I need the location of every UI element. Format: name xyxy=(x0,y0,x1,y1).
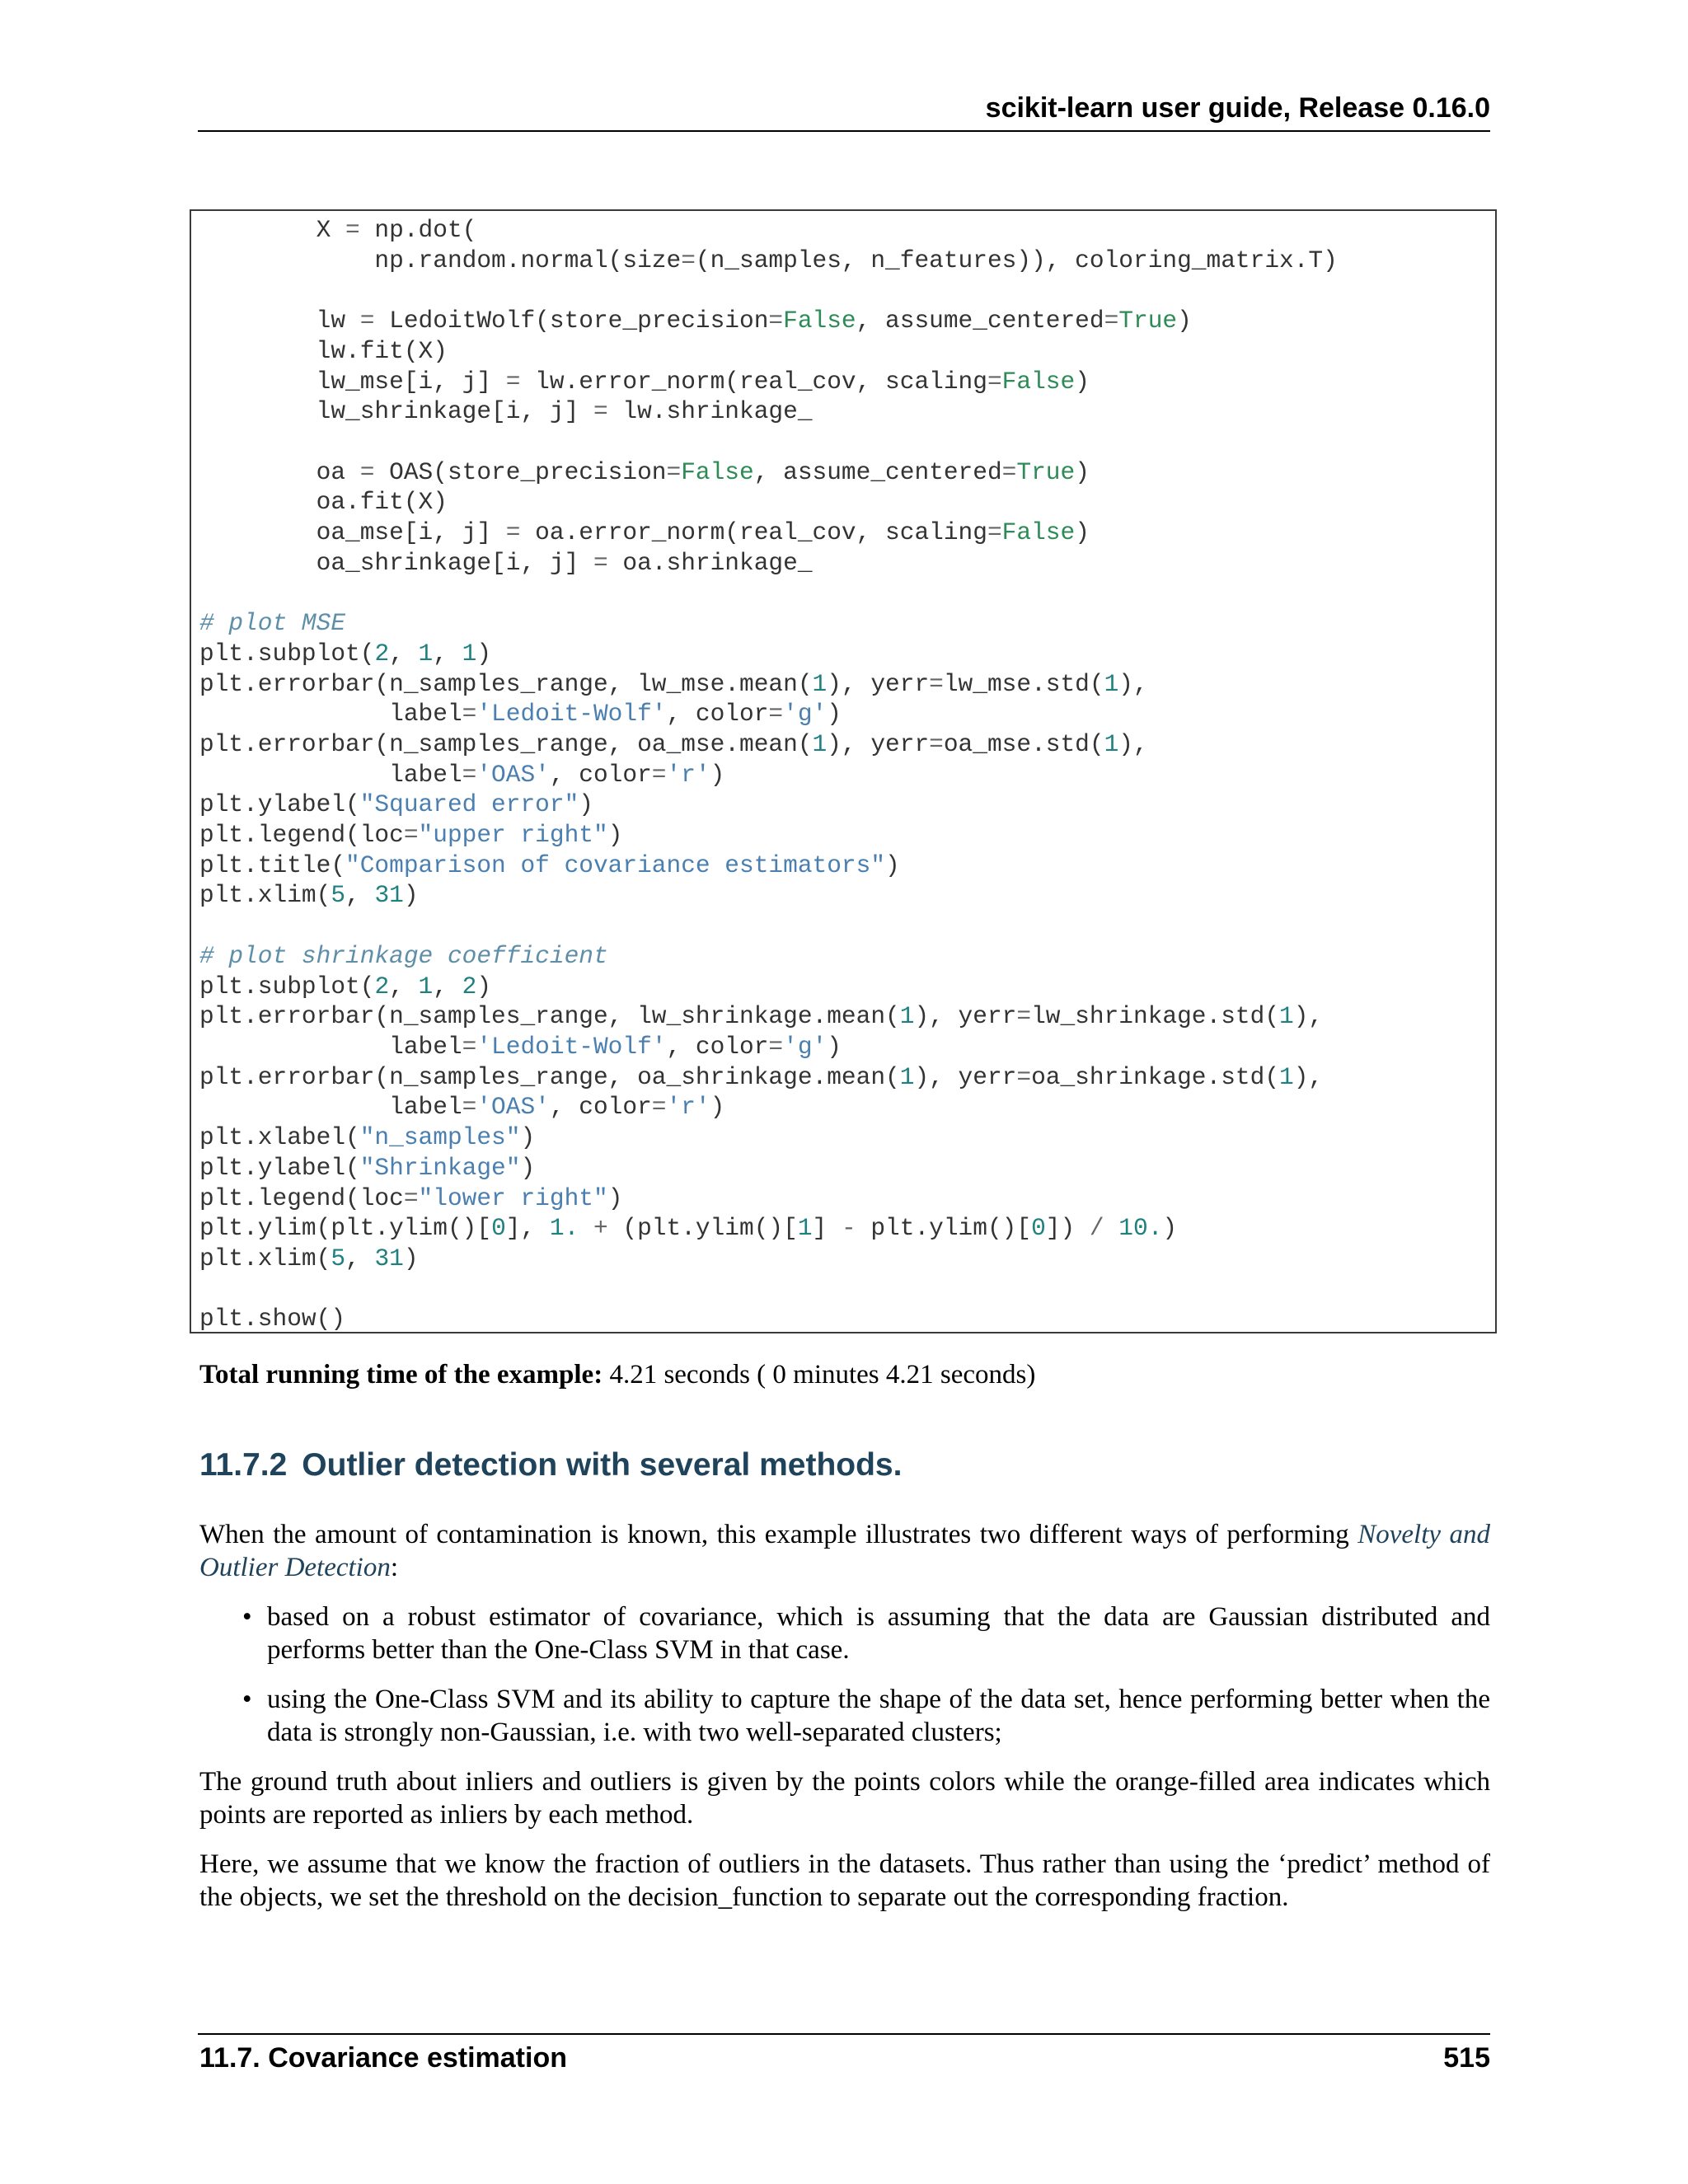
code-token: 1 xyxy=(812,669,828,698)
code-line xyxy=(199,790,593,818)
code-token: = xyxy=(462,1032,477,1061)
code-token: ) xyxy=(607,821,623,850)
code-line xyxy=(199,942,608,970)
code-line xyxy=(199,1214,1177,1242)
code-line xyxy=(199,246,1338,274)
code-token: ), yerr xyxy=(914,1062,1017,1091)
code-token: , xyxy=(433,639,462,668)
code-token: 1 xyxy=(812,729,828,758)
section-heading xyxy=(199,1447,902,1483)
code-token: ] xyxy=(812,1214,842,1243)
code-token: ) xyxy=(1075,457,1090,486)
code-line xyxy=(199,1154,535,1182)
code-token: = xyxy=(462,760,477,789)
code-token: , color xyxy=(549,760,652,789)
code-token: 'g' xyxy=(783,1032,828,1061)
code-token: = xyxy=(593,548,608,577)
code-token: label xyxy=(199,760,462,789)
running-header: scikit-learn user guide, Release 0.16.0 xyxy=(985,92,1490,124)
code-token: , assume_centered xyxy=(856,307,1104,335)
code-line xyxy=(199,397,813,425)
code-token: 'r' xyxy=(666,1093,710,1122)
code-token: 1 xyxy=(899,1002,915,1031)
code-token: , xyxy=(433,972,462,1001)
code-token: ), xyxy=(1293,1062,1324,1091)
code-token: plt.errorbar(n_samples_range, oa_mse.mean( xyxy=(199,729,813,758)
code-token: 1 xyxy=(797,1214,813,1243)
code-token: 'Ledoit-Wolf' xyxy=(476,700,667,729)
code-token: = xyxy=(593,397,608,426)
code-line xyxy=(199,1305,345,1333)
code-token: plt.errorbar(n_samples_range, lw_shrinkage.mean( xyxy=(199,1002,900,1031)
code-token: lw_shrinkage.std( xyxy=(1031,1002,1280,1031)
header-rule xyxy=(198,130,1490,132)
code-token: , color xyxy=(549,1093,652,1122)
code-token: ), yerr xyxy=(827,729,930,758)
code-token: 1 xyxy=(1104,729,1119,758)
code-token: LedoitWolf(store_precision xyxy=(374,307,769,335)
code-token: label xyxy=(199,1093,462,1122)
code-token: ) xyxy=(1075,367,1090,396)
intro-text: When the amount of contamination is known, this example illustrates two different ways of performing xyxy=(199,1520,1358,1549)
code-token: = xyxy=(987,518,1002,547)
code-token: = xyxy=(681,246,696,274)
code-token: = xyxy=(505,367,521,396)
code-token: ) xyxy=(520,1123,536,1152)
code-token: "upper right" xyxy=(418,821,608,850)
code-line xyxy=(199,307,1192,335)
code-token: ]) xyxy=(1045,1214,1090,1243)
code-line xyxy=(199,337,448,365)
code-token: lw_mse[i, j] xyxy=(199,367,506,396)
code-token: = xyxy=(403,1183,419,1212)
code-token: 0 xyxy=(1031,1214,1046,1243)
code-token: = xyxy=(359,307,375,335)
code-token: plt.xlabel( xyxy=(199,1123,360,1152)
code-token: np.dot( xyxy=(359,216,477,244)
code-token: "n_samples" xyxy=(359,1123,521,1152)
code-token: plt.ylabel( xyxy=(199,1153,360,1182)
section-title: Outlier detection with several methods. xyxy=(302,1447,903,1483)
code-token: 10. xyxy=(1118,1214,1163,1243)
list-item-text: using the One-Class SVM and its ability to capture the shape of the data set, hence performing better when the data is strongly non-Gaussian, i.e. with two well-separated clusters; xyxy=(267,1685,1490,1747)
code-token: 'r' xyxy=(666,760,710,789)
code-line xyxy=(199,368,1090,396)
code-token: plt.ylabel( xyxy=(199,790,360,819)
code-token: 0 xyxy=(491,1214,506,1243)
code-line xyxy=(199,1033,842,1061)
code-token: 2 xyxy=(374,639,390,668)
code-token: "lower right" xyxy=(418,1183,608,1212)
running-time xyxy=(199,1360,1035,1390)
running-time-value: 4.21 seconds ( 0 minutes 4.21 seconds) xyxy=(603,1360,1036,1390)
code-token: 1 xyxy=(418,639,434,668)
code-token: = xyxy=(345,216,360,244)
code-line xyxy=(199,851,900,879)
code-token: # plot MSE xyxy=(199,609,346,638)
code-token: = xyxy=(403,821,419,850)
code-token: plt.legend(loc xyxy=(199,821,404,850)
code-token: plt.subplot( xyxy=(199,972,375,1001)
code-token: "Comparison of covariance estimators" xyxy=(345,851,886,879)
code-token: plt.show() xyxy=(199,1305,346,1333)
code-token: "Shrinkage" xyxy=(359,1153,521,1182)
code-token: X xyxy=(199,216,346,244)
code-token: ) xyxy=(1075,518,1090,547)
code-token: + xyxy=(593,1214,608,1243)
code-line xyxy=(199,640,491,668)
code-line xyxy=(199,488,448,516)
code-token: ), xyxy=(1118,669,1148,698)
code-token: True xyxy=(1118,307,1178,335)
code-token: False xyxy=(1001,367,1076,396)
bullet-icon: • xyxy=(242,1685,252,1714)
page-number: 515 xyxy=(1443,2042,1490,2074)
code-line xyxy=(199,1002,1323,1030)
code-token: label xyxy=(199,700,462,729)
footer-rule xyxy=(198,2033,1490,2035)
code-token: = xyxy=(462,1093,477,1122)
code-token: ) xyxy=(1177,307,1192,335)
code-token: 1 xyxy=(418,972,434,1001)
code-token: = xyxy=(929,669,944,698)
code-token: lw_shrinkage[i, j] xyxy=(199,397,593,426)
code-line xyxy=(199,821,622,849)
code-line xyxy=(199,1184,622,1212)
code-token: oa_shrinkage[i, j] xyxy=(199,548,593,577)
code-token: lw xyxy=(199,307,360,335)
code-token: 31 xyxy=(374,1244,404,1272)
method-list xyxy=(199,1601,1490,1749)
code-line xyxy=(199,609,345,637)
code-token xyxy=(579,1214,593,1242)
code-token: (plt.ylim()[ xyxy=(607,1214,798,1243)
code-token: oa_mse[i, j] xyxy=(199,518,506,547)
code-token: 5 xyxy=(331,1244,346,1272)
code-listing xyxy=(199,215,1338,1334)
code-line xyxy=(199,1244,419,1272)
code-token: # plot shrinkage coefficient xyxy=(199,941,608,970)
novelty-outlier-link[interactable]: Novelty and Outlier Detection xyxy=(199,1520,1490,1582)
code-token: 1 xyxy=(1279,1062,1294,1091)
code-block xyxy=(190,209,1497,1333)
code-token: oa.error_norm(real_cov, scaling xyxy=(520,518,987,547)
code-token: = xyxy=(651,1093,667,1122)
code-token: = xyxy=(987,367,1002,396)
code-token: 'OAS' xyxy=(476,760,550,789)
code-token: ) xyxy=(520,1153,536,1182)
code-token: 1 xyxy=(462,639,477,668)
code-token: plt.title( xyxy=(199,851,346,879)
threshold-paragraph: Here, we assume that we know the fraction of outliers in the datasets. Thus rather than using the ‘predict’ method of the objects, we set the threshold on the decision_function to separate out the corresponding fraction. xyxy=(199,1849,1490,1912)
code-token: ) xyxy=(476,972,492,1001)
code-token: , xyxy=(345,1244,375,1272)
code-line xyxy=(199,1063,1323,1091)
code-token: = xyxy=(1104,307,1119,335)
code-line xyxy=(199,216,476,244)
code-token: ) xyxy=(579,790,593,819)
code-token: , xyxy=(345,881,375,910)
code-token: = xyxy=(1016,1002,1032,1031)
code-token: ), yerr xyxy=(827,669,930,698)
code-line xyxy=(199,1093,724,1121)
list-item-text: based on a robust estimator of covariance, which is assuming that the data are Gaussian distributed and performs better than the One-Class SVM in that case. xyxy=(267,1602,1490,1665)
code-token: ) xyxy=(827,700,842,729)
code-token: , assume_centered xyxy=(753,457,1002,486)
code-token: / xyxy=(1089,1214,1104,1243)
code-token: label xyxy=(199,1032,462,1061)
code-token: ) xyxy=(403,1244,419,1272)
code-token: oa.shrinkage_ xyxy=(607,548,813,577)
code-token: ) xyxy=(403,881,419,910)
code-token: = xyxy=(666,457,682,486)
code-token: 'OAS' xyxy=(476,1093,550,1122)
code-token: oa.fit(X) xyxy=(199,488,448,517)
code-token: 1 xyxy=(1279,1002,1294,1031)
code-token: plt.subplot( xyxy=(199,639,375,668)
code-token: , color xyxy=(666,1032,769,1061)
code-token: False xyxy=(1001,518,1076,547)
code-token: , color xyxy=(666,700,769,729)
code-token: 'g' xyxy=(783,700,828,729)
code-token: False xyxy=(681,457,754,486)
code-line xyxy=(199,730,1148,758)
code-token: ], xyxy=(505,1214,550,1243)
code-line xyxy=(199,549,813,577)
footer-section: 11.7. Covariance estimation xyxy=(199,2042,567,2074)
code-token: lw.error_norm(real_cov, scaling xyxy=(520,367,987,396)
code-line xyxy=(199,458,1090,486)
code-token: ) xyxy=(885,851,900,879)
bullet-icon: • xyxy=(242,1602,252,1632)
code-token: ) xyxy=(1162,1214,1178,1243)
code-token: lw.shrinkage_ xyxy=(607,397,813,426)
code-token: ), xyxy=(1118,729,1148,758)
code-token: ), yerr xyxy=(914,1002,1017,1031)
code-token: lw.fit(X) xyxy=(199,336,448,365)
code-token: , xyxy=(389,972,419,1001)
code-token: = xyxy=(768,307,784,335)
code-line xyxy=(199,700,842,728)
code-line xyxy=(199,972,491,1001)
code-token: plt.xlim( xyxy=(199,1244,331,1272)
code-token: plt.legend(loc xyxy=(199,1183,404,1212)
code-line xyxy=(199,761,724,789)
code-line xyxy=(199,1123,535,1151)
code-token: plt.ylim(plt.ylim()[ xyxy=(199,1214,492,1243)
list-item xyxy=(199,1601,1490,1666)
code-token: plt.errorbar(n_samples_range, lw_mse.mean( xyxy=(199,669,813,698)
code-token: ) xyxy=(827,1032,842,1061)
code-token: 'Ledoit-Wolf' xyxy=(476,1032,667,1061)
code-token: plt.errorbar(n_samples_range, oa_shrinkage.mean( xyxy=(199,1062,900,1091)
code-line xyxy=(199,670,1148,698)
section-number: 11.7.2 xyxy=(199,1447,288,1483)
code-token: oa_mse.std( xyxy=(943,729,1104,758)
code-token: = xyxy=(768,700,784,729)
code-token: 2 xyxy=(462,972,477,1001)
code-token: oa_shrinkage.std( xyxy=(1031,1062,1280,1091)
code-token: = xyxy=(462,700,477,729)
code-token: lw_mse.std( xyxy=(943,669,1104,698)
code-token: True xyxy=(1016,457,1076,486)
code-token: = xyxy=(505,518,521,547)
code-token: = xyxy=(359,457,375,486)
code-token: - xyxy=(841,1214,856,1243)
code-token: (n_samples, n_features)), coloring_matrix.T) xyxy=(695,246,1338,274)
intro-paragraph xyxy=(199,1518,1490,1584)
code-token: np.random.normal(size xyxy=(199,246,682,274)
code-token: ), xyxy=(1293,1002,1324,1031)
running-time-label: Total running time of the example: xyxy=(199,1360,603,1390)
code-token: = xyxy=(651,760,667,789)
code-token: 5 xyxy=(331,881,346,910)
code-token: 2 xyxy=(374,972,390,1001)
code-token: ) xyxy=(476,639,492,668)
code-token: plt.xlim( xyxy=(199,881,331,910)
code-line xyxy=(199,518,1090,546)
code-token: "Squared error" xyxy=(359,790,579,819)
code-token: ) xyxy=(710,1093,725,1122)
code-token: oa xyxy=(199,457,360,486)
code-token: ) xyxy=(607,1183,623,1212)
code-token: ) xyxy=(710,760,725,789)
code-token: 1. xyxy=(549,1214,579,1243)
list-item xyxy=(199,1683,1490,1749)
code-token: OAS(store_precision xyxy=(374,457,667,486)
code-token: = xyxy=(768,1032,784,1061)
code-token: , xyxy=(389,639,419,668)
code-line xyxy=(199,881,419,909)
code-token: = xyxy=(1016,1062,1032,1091)
code-token xyxy=(1104,1214,1119,1242)
code-token: = xyxy=(1001,457,1017,486)
code-token: plt.ylim()[ xyxy=(856,1214,1032,1243)
code-token: 31 xyxy=(374,881,404,910)
intro-after: : xyxy=(390,1553,399,1582)
code-token: = xyxy=(929,729,944,758)
code-token: 1 xyxy=(899,1062,915,1091)
ground-truth-paragraph: The ground truth about inliers and outliers is given by the points colors while the orange-filled area indicates which points are reported as inliers by each method. xyxy=(199,1767,1490,1830)
code-token: False xyxy=(783,307,856,335)
code-token: 1 xyxy=(1104,669,1119,698)
